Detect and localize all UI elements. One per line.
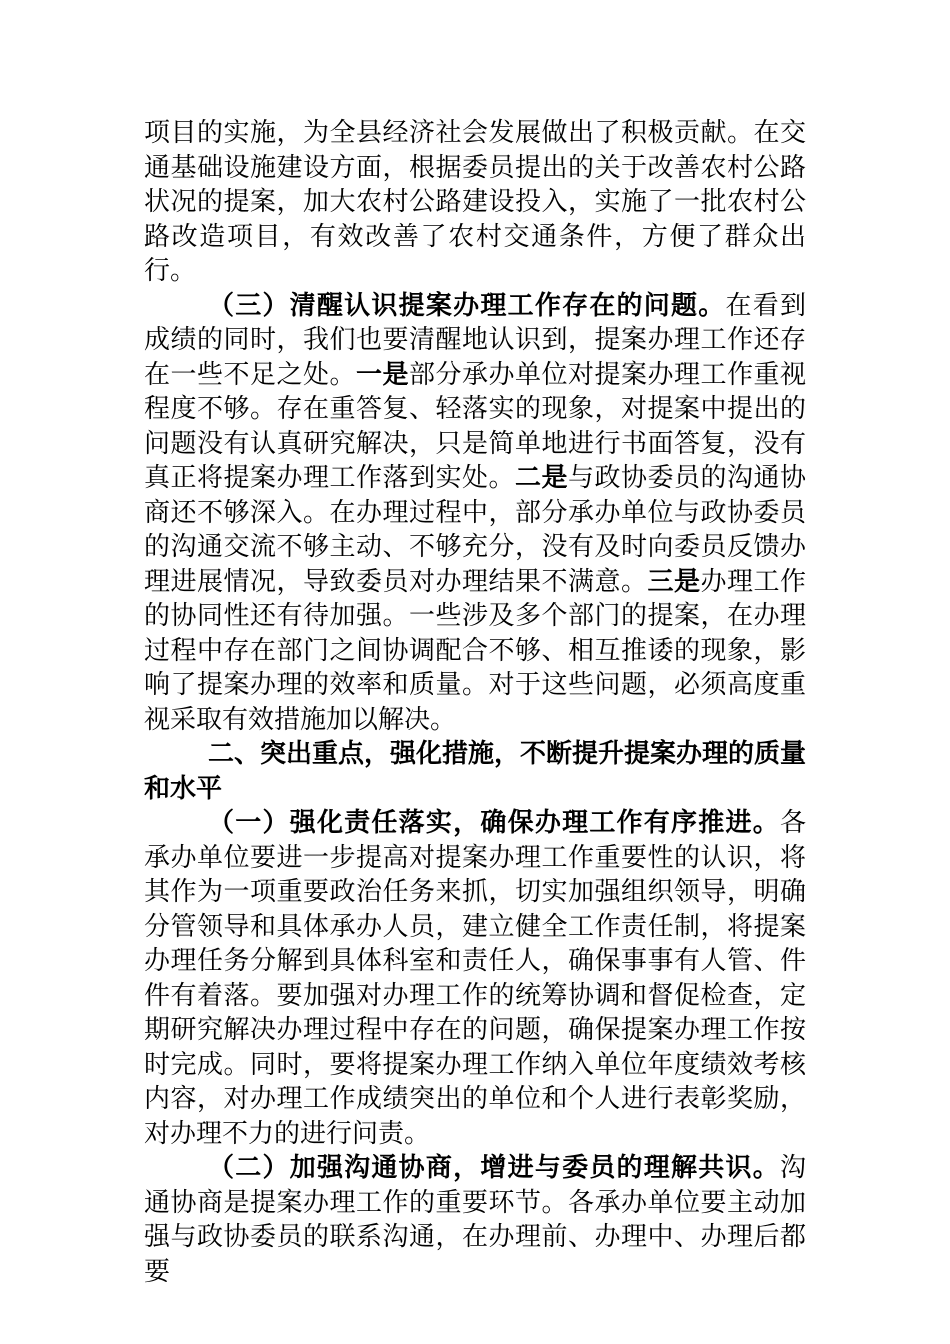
paragraph-problems <box>144 289 806 738</box>
chapter-heading <box>144 737 806 806</box>
paragraph-responsibility <box>144 806 806 1151</box>
point-marker-second: 二是 <box>514 463 568 493</box>
paragraph-body: 部分承办单位对提案办理工作重视程度不够。存在重答复、轻落实的现象，对提案中提出的问题没有认真研究解决，只是简单地进行书面答复，没有真正将提案办理工作落到实处。 <box>144 359 806 493</box>
document-page <box>144 116 806 1289</box>
paragraph-body: 在看到成绩的同时，我们也要清醒地认识到，提案办理工作还存在一些不足之处。 <box>144 290 806 390</box>
chapter-heading-text: 二、突出重点，强化措施，不断提升提案办理的质量和水平 <box>144 739 807 804</box>
paragraph-body: 各承办单位要进一步提高对提案办理工作重要性的认识，将其作为一项重要政治任务来抓，切实加强组织领导，明确分管领导和具体承办人员，建立健全工作责任制，将提案办理任务分解到具体科室和责任人，确保事事有人管、件件有着落。要加强对办理工作的统筹协调和督促检查，定期研究解决办理过程中存在的问题，确保提案办理工作按时完成。同时，要将提案办理工作纳入单位年度绩效考核内容，对办理工作成绩突出的单位和个人进行表彰奖励，对办理不力的进行问责。 <box>144 808 806 1149</box>
section-lead-heading: （一）强化责任落实，确保办理工作有序推进。 <box>208 808 780 838</box>
paragraph-body: 与政协委员的沟通协商还不够深入。在办理过程中，部分承办单位与政协委员的沟通交流不够主动、不够充分，没有及时向委员反馈办理进展情况，导致委员对办理结果不满意。 <box>144 463 806 597</box>
paragraph-continuation <box>144 116 806 289</box>
point-marker-third: 三是 <box>647 566 701 597</box>
paragraph-communication <box>144 1151 806 1289</box>
section-lead-heading: （三）清醒认识提案办理工作存在的问题。 <box>208 290 726 321</box>
section-lead-heading: （二）加强沟通协商，增进与委员的理解共识。 <box>208 1153 780 1183</box>
paragraph-body: 办理工作的协同性还有待加强。一些涉及多个部门的提案，在办理过程中存在部门之间协调配合不够、相互推诿的现象，影响了提案办理的效率和质量。对于这些问题，必须高度重视采取有效措施加以解决。 <box>144 566 806 735</box>
paragraph-body: 项目的实施，为全县经济社会发展做出了积极贡献。在交通基础设施建设方面，根据委员提出的关于改善农村公路状况的提案，加大农村公路建设投入，实施了一批农村公路改造项目，有效改善了农村交通条件，方便了群众出行。 <box>144 118 806 286</box>
point-marker-first: 一是 <box>356 359 409 390</box>
paragraph-body: 沟通协商是提案办理工作的重要环节。各承办单位要主动加强与政协委员的联系沟通，在办理前、办理中、办理后都要 <box>144 1153 806 1287</box>
